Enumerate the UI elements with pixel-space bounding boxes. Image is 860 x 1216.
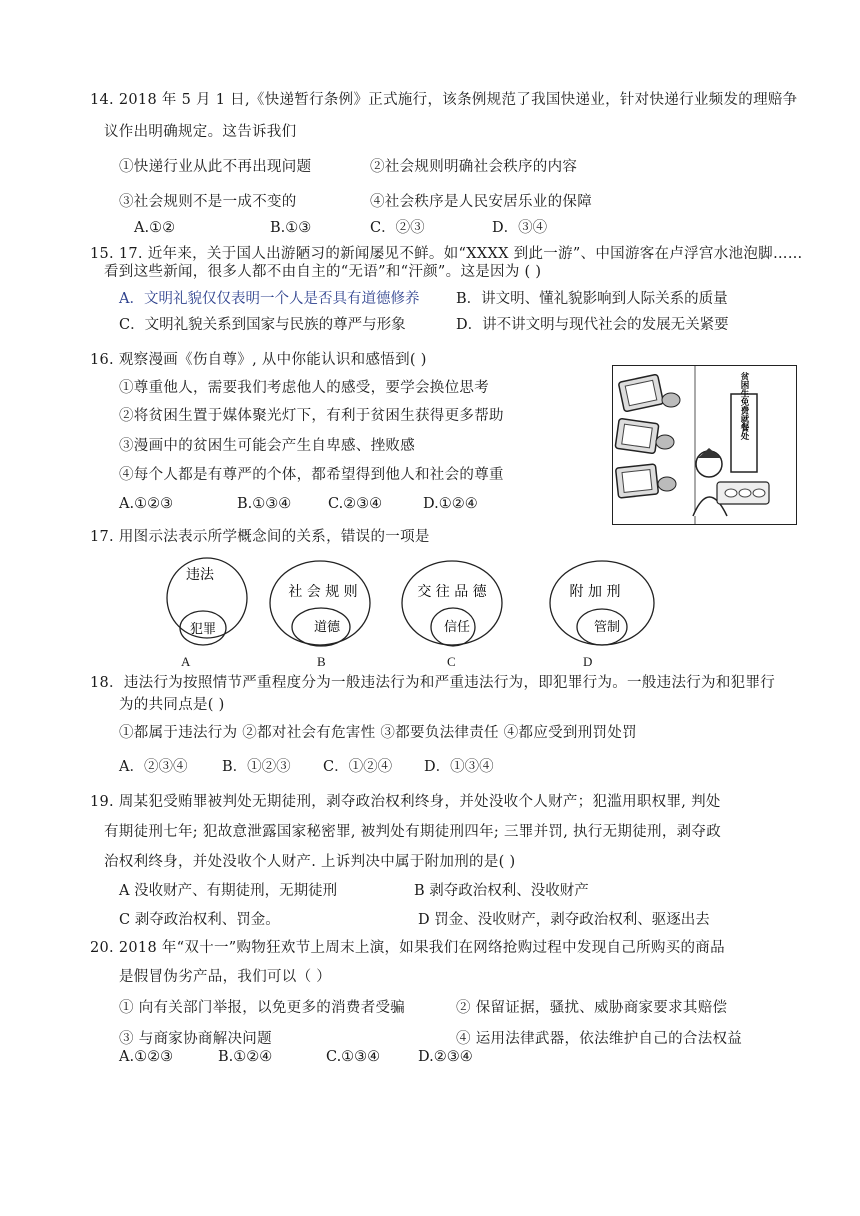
venn-inner-label: 信任 (443, 620, 471, 635)
q14-option-b[interactable]: B.①③ (270, 220, 312, 236)
venn-diagram-d (550, 561, 654, 645)
q16-option-c[interactable]: C.②③④ (328, 496, 383, 512)
venn-outer-label: 违法 (186, 567, 214, 583)
venn-inner-label: 犯罪 (189, 622, 217, 637)
q15-option-c[interactable]: C．文明礼貌关系到国家与民族的尊严与形象 (119, 317, 406, 333)
q14-stem-line1: 14. 2018 年 5 月 1 日,《快递暂行条例》正式施行，该条例规范了我国快递业，针对快递行业频发的理赔争 (90, 92, 798, 108)
q14-statement-3: ③社会规则不是一成不变的 (119, 194, 297, 210)
q20-option-a[interactable]: A.①②③ (119, 1049, 174, 1065)
q18-option-a[interactable]: A．②③④ (119, 759, 188, 775)
q14-stem-line2: 议作出明确规定。这告诉我们 (104, 124, 297, 140)
q16-stem: 16. 观察漫画《伤自尊》, 从中你能认识和感悟到( ) (90, 352, 427, 368)
venn-label-d[interactable]: D (583, 654, 593, 669)
q15-stem-line2: 看到这些新闻，很多人都不由自主的“无语”和“汗颜”。这是因为 ( ) (104, 264, 542, 280)
q16-option-a[interactable]: A.①②③ (119, 496, 174, 512)
venn-label-b[interactable]: B (317, 654, 326, 669)
q19-option-c[interactable]: C 剥夺政治权利、罚金。 (119, 912, 280, 928)
q19-option-a[interactable]: A 没收财产、有期徒刑，无期徒刑 (119, 883, 338, 899)
venn-inner-label: 道德 (313, 620, 341, 635)
q18-option-d[interactable]: D．①③④ (424, 759, 494, 775)
q18-stem-line1: 18．违法行为按照情节严重程度分为一般违法行为和严重违法行为，即犯罪行为。一般违法行为和犯罪行 (90, 675, 776, 691)
camera-icon (618, 374, 680, 412)
q14-option-d[interactable]: D．③④ (492, 220, 548, 236)
q20-statement-1: ① 向有关部门举报，以免更多的消费者受骗 (119, 1000, 406, 1016)
q19-stem-line1: 19. 周某犯受贿罪被判处无期徒刑，剥夺政治权利终身，并处没收个人财产；犯滥用职权罪, 判处 (90, 794, 721, 810)
cartoon-drawing (613, 366, 796, 524)
q14-statement-2: ②社会规则明确社会秩序的内容 (370, 159, 578, 175)
q17-stem: 17. 用图示法表示所学概念间的关系，错误的一项是 (90, 529, 430, 545)
q19-option-d[interactable]: D 罚金、没收财产，剥夺政治权利、驱逐出去 (418, 912, 710, 928)
q18-option-c[interactable]: C．①②④ (323, 759, 393, 775)
venn-inner-label: 管制 (593, 620, 621, 635)
venn-diagram-a (167, 558, 247, 645)
venn-label-a[interactable]: A (181, 654, 191, 669)
q16-statement-3: ③漫画中的贫困生可能会产生自卑感、挫败感 (119, 438, 415, 454)
q16-statement-2: ②将贫困生置于媒体聚光灯下，有利于贫困生获得更多帮助 (119, 408, 504, 424)
q20-statement-3: ③ 与商家协商解决问题 (119, 1031, 272, 1047)
venn-outer-label: 附 加 刑 (569, 584, 621, 600)
q15-option-b[interactable]: B．讲文明、懂礼貌影响到人际关系的质量 (456, 291, 728, 307)
q18-stem-line2: 为的共同点是( ) (119, 697, 225, 713)
q20-stem-line1: 20. 2018 年“双十一”购物狂欢节上周末上演，如果我们在网络抢购过程中发现自己所购买的商品 (90, 940, 725, 956)
q15-option-a[interactable]: A．文明礼貌仅仅表明一个人是否具有道德修养 (119, 291, 420, 307)
q14-option-a[interactable]: A.①② (134, 220, 176, 236)
q14-statement-4: ④社会秩序是人民安居乐业的保障 (370, 194, 592, 210)
q16-option-b[interactable]: B.①③④ (237, 496, 292, 512)
q20-stem-line2: 是假冒伪劣产品，我们可以（ ） (119, 969, 332, 985)
q18-statements: ①都属于违法行为 ②都对社会有危害性 ③都要负法律责任 ④都应受到刑罚处罚 (119, 725, 637, 741)
q20-option-b[interactable]: B.①②④ (218, 1049, 273, 1065)
cartoon-sign-text: 贫困生免费就餐处 (739, 372, 749, 440)
q19-option-b[interactable]: B 剥夺政治权利、没收财产 (414, 883, 589, 899)
q14-option-c[interactable]: C．②③ (370, 220, 425, 236)
q16-option-d[interactable]: D.①②④ (423, 496, 478, 512)
q18-option-b[interactable]: B．①②③ (222, 759, 291, 775)
venn-diagram-c (402, 561, 502, 646)
venn-label-c[interactable]: C (447, 654, 456, 669)
q20-statement-2: ② 保留证据，骚扰、威胁商家要求其赔偿 (456, 1000, 728, 1016)
q20-statement-4: ④ 运用法律武器，依法维护自己的合法权益 (456, 1031, 743, 1047)
venn-diagram-b (270, 561, 370, 646)
q16-statement-4: ④每个人都是有尊严的个体，都希望得到他人和社会的尊重 (119, 467, 504, 483)
camera-icon (616, 464, 676, 498)
q15-option-d[interactable]: D．讲不讲文明与现代社会的发展无关紧要 (456, 317, 729, 333)
venn-outer-label: 社 会 规 则 (288, 584, 358, 600)
q20-option-d[interactable]: D.②③④ (418, 1049, 473, 1065)
concept-venn-diagrams (155, 553, 675, 668)
q16-statement-1: ①尊重他人，需要我们考虑他人的感受，要学会换位思考 (119, 380, 489, 396)
venn-outer-label: 交 往 品 德 (417, 584, 487, 600)
q19-stem-line3: 治权利终身，并处没收个人财产. 上诉判决中属于附加刑的是( ) (104, 854, 516, 870)
cartoon-illustration (612, 365, 797, 525)
q20-option-c[interactable]: C.①③④ (326, 1049, 381, 1065)
q14-statement-1: ①快递行业从此不再出现问题 (119, 159, 312, 175)
q15-stem-line1: 15. 17. 近年来，关于国人出游陋习的新闻屡见不鲜。如“XXXX 到此一游”、中国游客在卢浮宫水池泡脚…… (90, 246, 803, 262)
camera-icon (615, 418, 674, 453)
q19-stem-line2: 有期徒刑七年; 犯故意泄露国家秘密罪, 被判处有期徒刑四年; 三罪并罚, 执行无期徒刑，剥夺政 (104, 824, 722, 840)
